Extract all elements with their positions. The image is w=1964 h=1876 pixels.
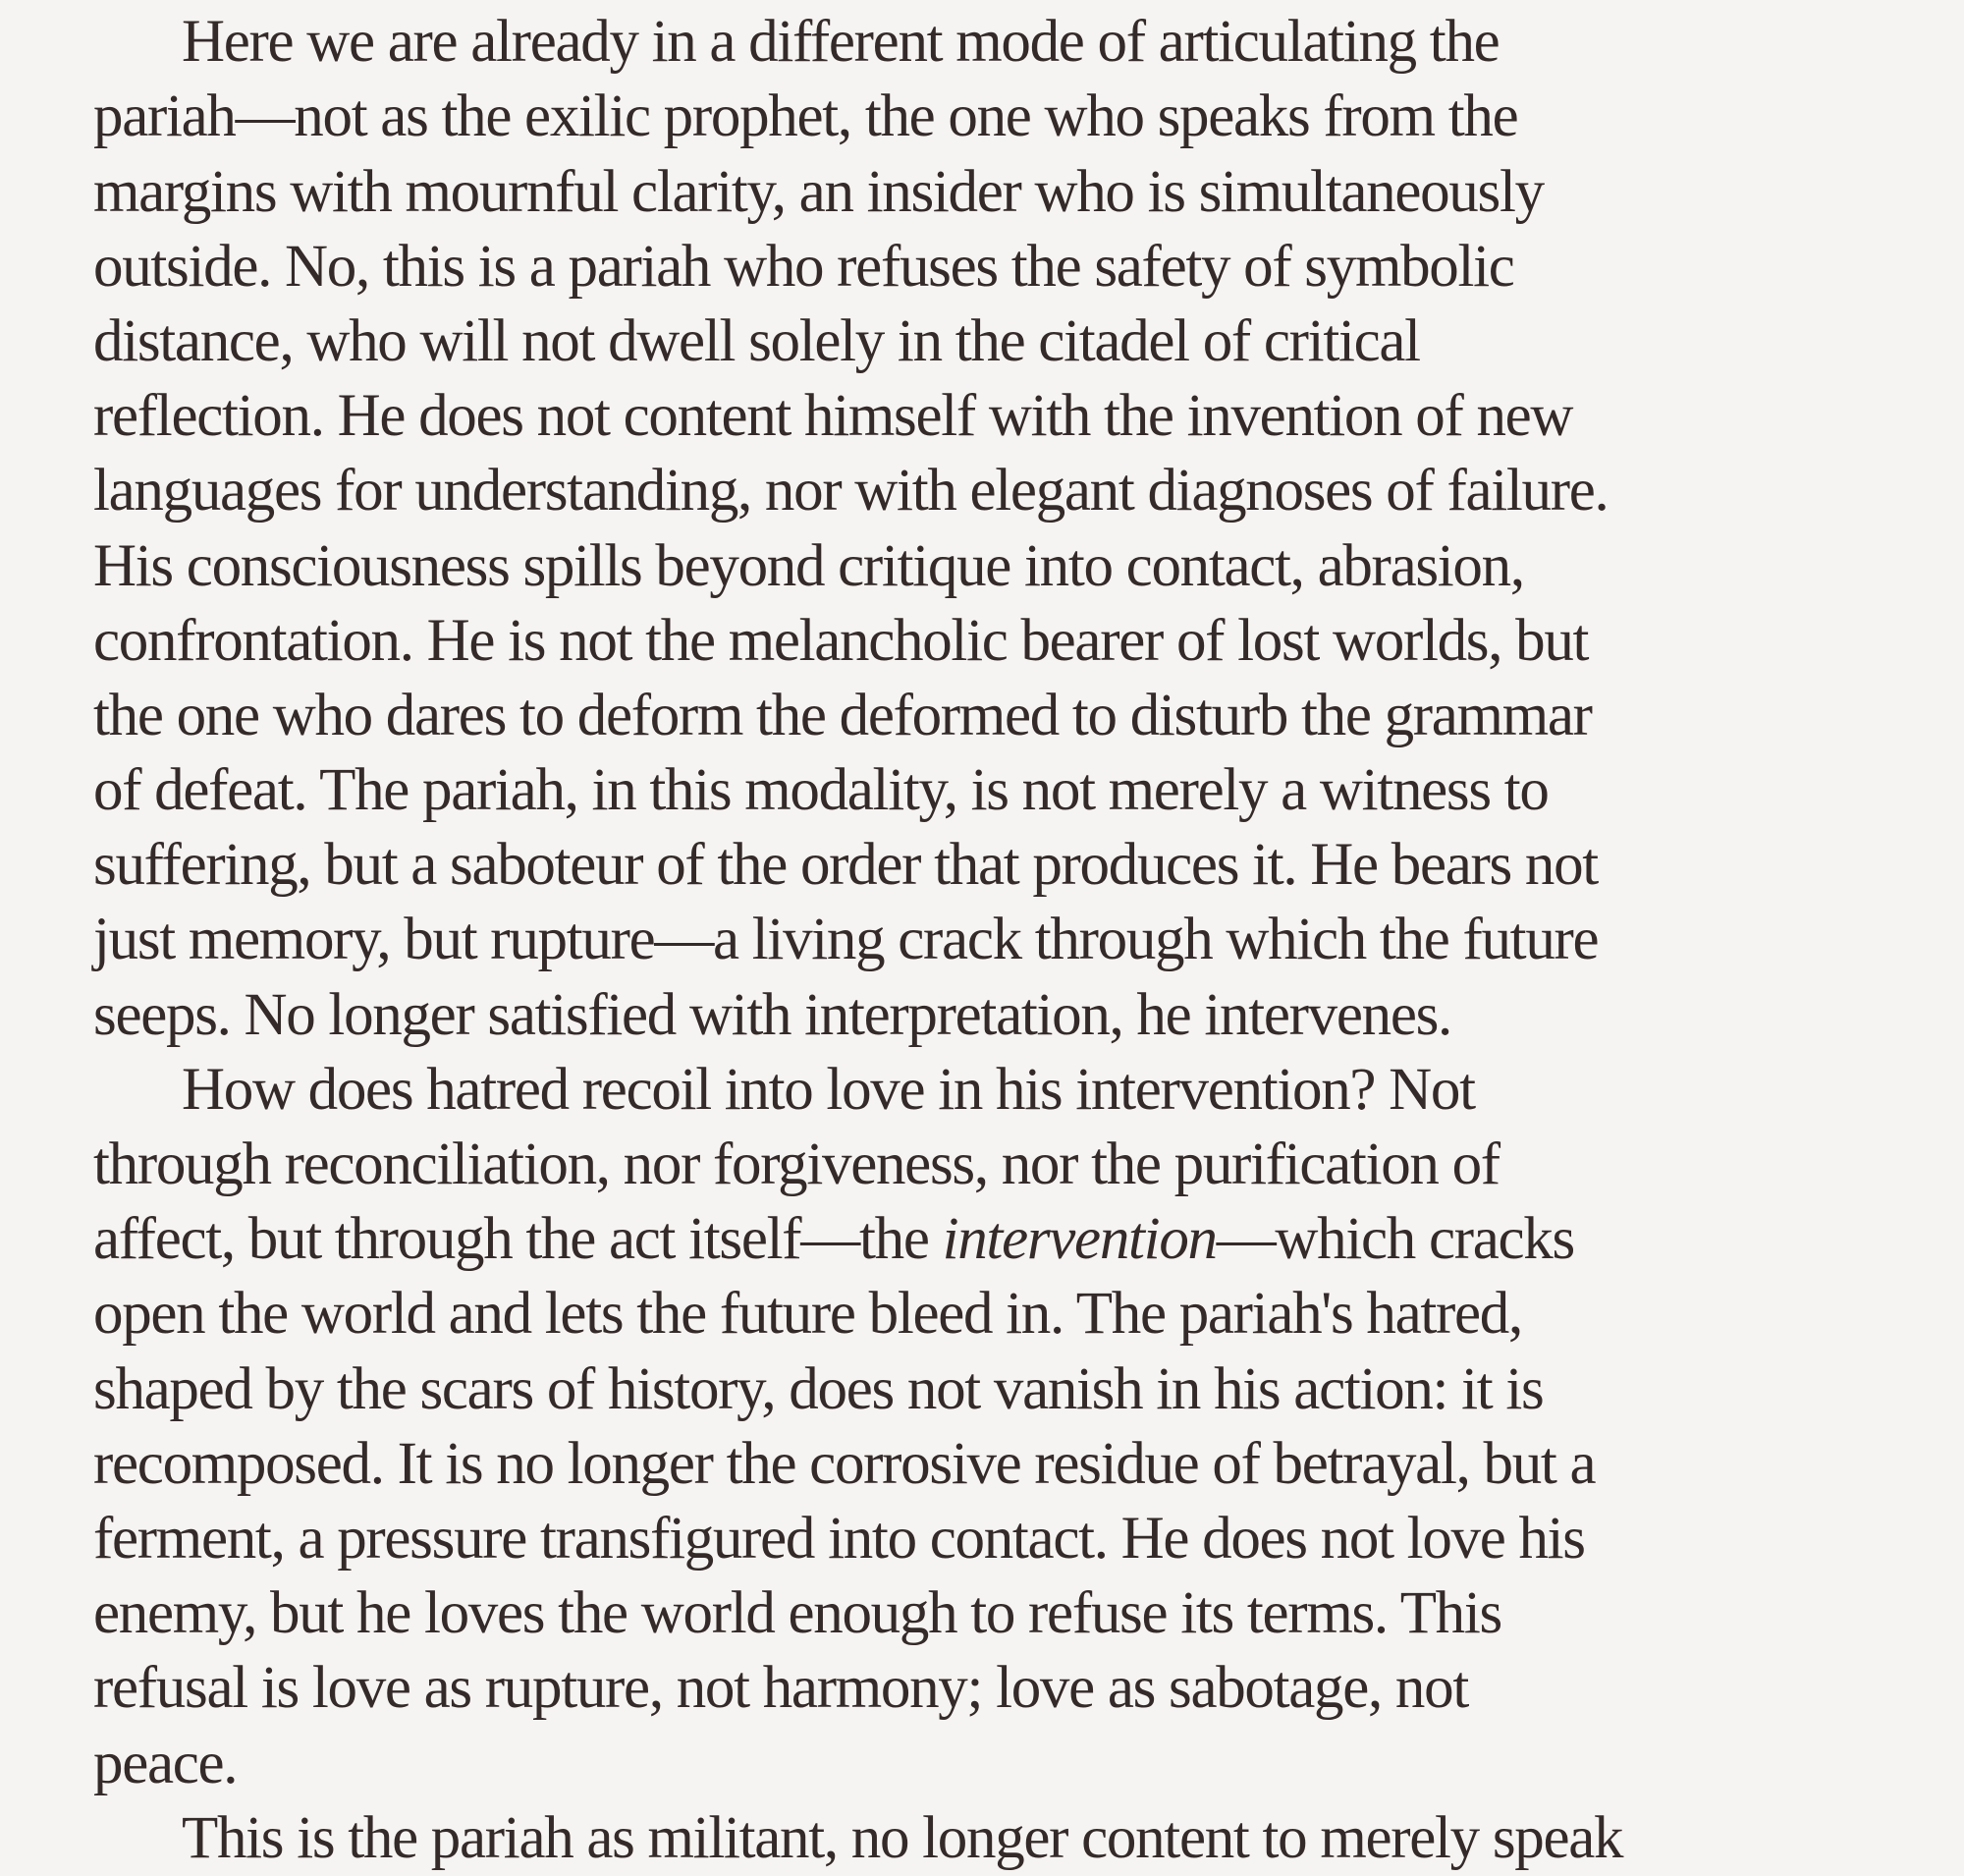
text-segment: peace. [93, 1730, 238, 1796]
text-segment: refusal is love as rupture, not harmony; love as sabotage, not [93, 1655, 1468, 1722]
text-line [93, 1128, 1890, 1202]
text-line [93, 379, 1890, 454]
text-segment: just memory, but rupture—a living crack through which the future [93, 907, 1599, 973]
text-segment: of defeat. The pariah, in this modality, is not merely a witness to [93, 757, 1549, 824]
text-line [93, 5, 1890, 80]
text-segment: confrontation. He is not the melancholic bearer of lost worlds, but [93, 607, 1589, 674]
text-segment: affect, but through the act itself—the [93, 1206, 943, 1273]
text-line [93, 1651, 1890, 1726]
text-line [93, 155, 1890, 230]
text-segment: the one who dares to deform the deformed to disturb the grammar [93, 682, 1592, 748]
text-line [93, 753, 1890, 828]
text-segment: This is the pariah as militant, no longer content to merely speak [182, 1804, 1623, 1871]
text-segment: pariah—not as the exilic prophet, the one who speaks from the [93, 83, 1518, 150]
text-segment: distance, who will not dwell solely in the citadel of critical [93, 307, 1420, 374]
text-segment: reflection. He does not content himself with the invention of new [93, 383, 1573, 450]
text-line [93, 828, 1890, 903]
text-segment: recomposed. It is no longer the corrosive residue of betrayal, but a [93, 1430, 1596, 1497]
text-segment: seeps. No longer satisfied with interpretation, he intervenes. [93, 981, 1451, 1048]
text-line [93, 454, 1890, 528]
text-line [93, 604, 1890, 679]
text-line [93, 1053, 1890, 1128]
text-segment: through reconciliation, nor forgiveness, nor the purification of [93, 1131, 1500, 1197]
text-segment: enemy, but he loves the world enough to refuse its terms. This [93, 1580, 1501, 1647]
text-line [93, 529, 1890, 604]
text-segment: suffering, but a saboteur of the order that produces it. He bears not [93, 832, 1598, 899]
text-line [93, 1427, 1890, 1502]
emphasized-text: intervention [942, 1206, 1217, 1273]
body-text [93, 0, 1890, 1876]
text-segment: His consciousness spills beyond critique into contact, abrasion, [93, 532, 1524, 599]
text-line [93, 230, 1890, 304]
text-segment: ferment, a pressure transfigured into contact. He does not love his [93, 1505, 1585, 1572]
text-line [93, 679, 1890, 753]
text-segment: outside. No, this is a pariah who refuses the safety of symbolic [93, 233, 1514, 300]
text-line [93, 1502, 1890, 1576]
text-line [93, 978, 1890, 1053]
text-line [93, 304, 1890, 379]
text-line [93, 1727, 1890, 1801]
text-segment: —which cracks [1216, 1206, 1574, 1273]
text-line-clipped-bottom [93, 1801, 1890, 1876]
text-line [93, 80, 1890, 154]
text-line [93, 1352, 1890, 1427]
text-segment: margins with mournful clarity, an insider who is simultaneously [93, 158, 1544, 225]
text-segment: How does hatred recoil into love in his intervention? Not [182, 1056, 1475, 1123]
text-line [93, 1202, 1890, 1277]
text-line [93, 903, 1890, 977]
text-segment: languages for understanding, nor with elegant diagnoses of failure. [93, 458, 1609, 524]
text-segment: Here we are already in a different mode of articulating the [182, 9, 1500, 76]
text-line [93, 1576, 1890, 1651]
text-segment: open the world and lets the future bleed in. The pariah's hatred, [93, 1281, 1522, 1348]
text-line [93, 1277, 1890, 1352]
text-segment: shaped by the scars of history, does not vanish in his action: it is [93, 1355, 1544, 1422]
